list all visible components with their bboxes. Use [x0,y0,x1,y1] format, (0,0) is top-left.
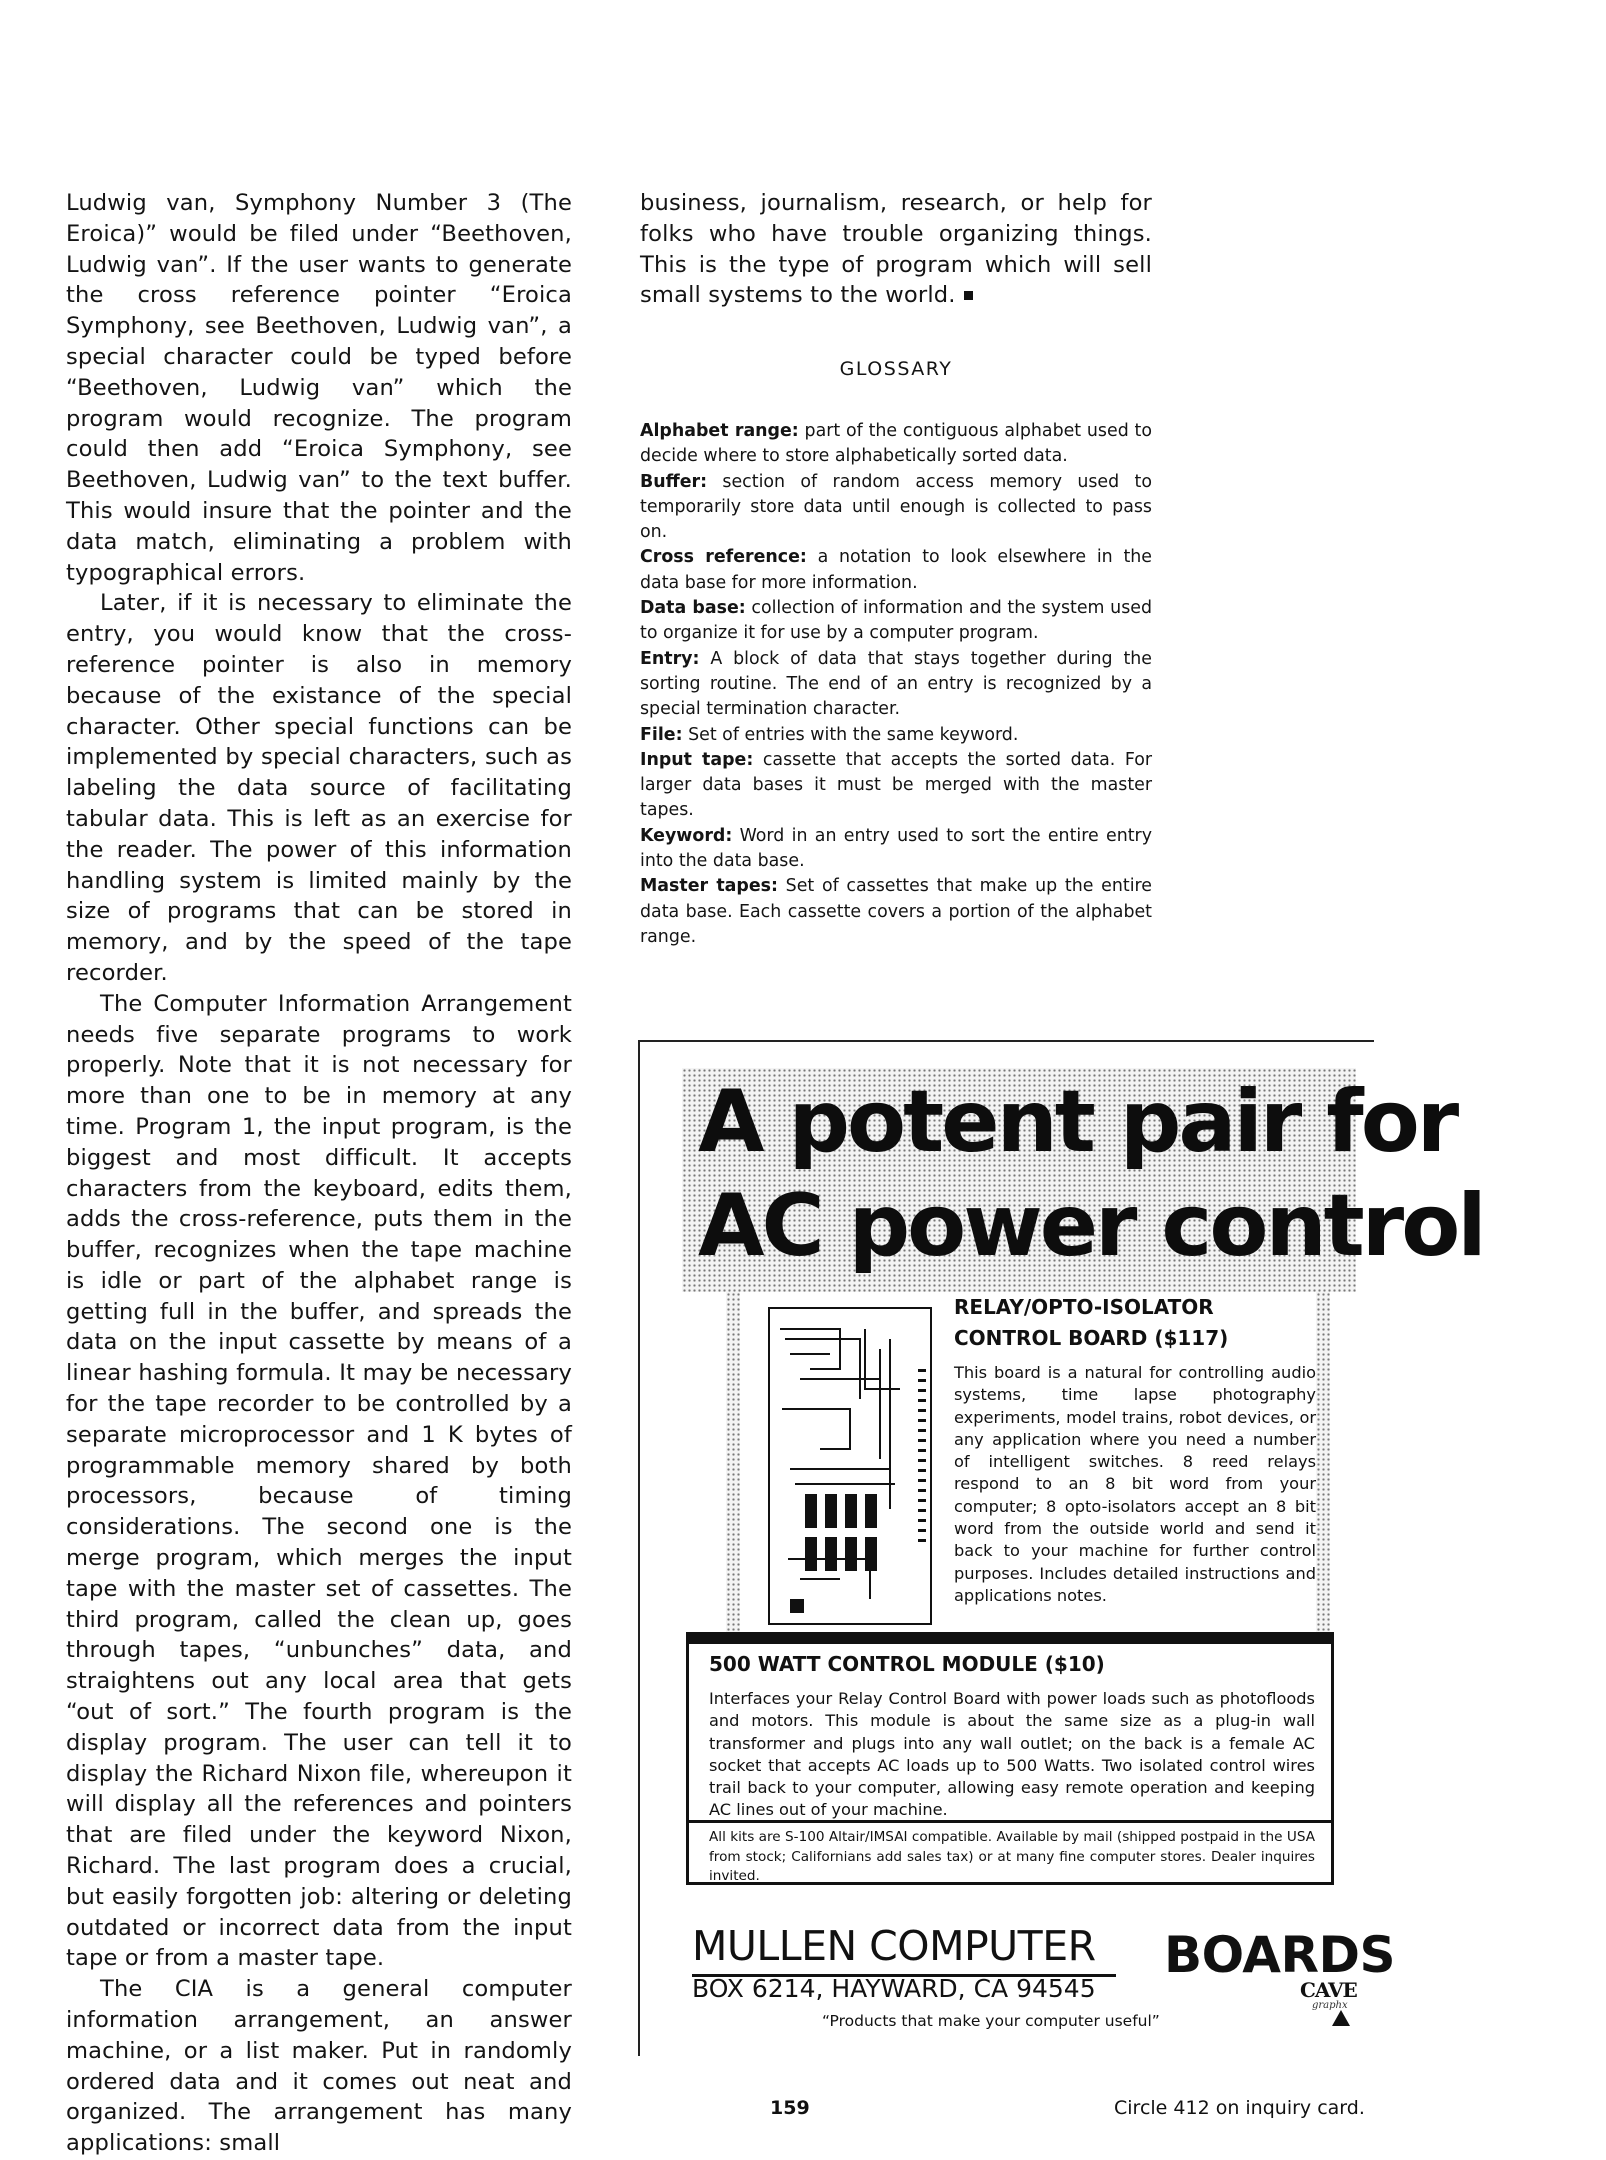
logo-subtext: graphx [1312,2000,1348,2011]
module-description: Interfaces your Relay Control Board with power loads such as photofloods and motors. This module is about the same size as a plug-in wall transformer and plugs into any wall outlet; on the back is a female AC socket that accepts AC loads up to 500 Watts. Two isolated control wires trail back to your computer, allowing easy remote operation and keeping AC lines out of your machine. [709,1689,1315,1820]
paragraph-3: The Computer Information Arrangement needs five separate programs to work properly. Note that it is not necessary for more than one to be in memory at any time. Program 1, the input program, is the biggest and most difficult. It accepts characters from the keyboard, edits them, adds the cross-reference, puts them in the buffer, recognizes when the tape machine is idle or part of the alphabet range is getting full in the buffer, and spreads the data on the input cassette by means of a linear hashing formula. It may be necessary for the tape recorder to be controlled by a separate microprocessor and 1 K bytes of programmable memory shared by both processors, because of timing considerations. The second one is the merge program, which merges the input tape with the master set of cassettes. The third program, called the clean up, goes through tapes, “unbunches” data, and straightens out any local area that gets “out of sort.” The fourth program is the display program. The user can tell it to display the Richard Nixon file, whereupon it will display all the references and pointers that are filed under the keyword Nixon, Richard. The last program does a crucial, but easily forgotten job: altering or deleting outdated or incorrect data from the input tape or from a master tape. [66,990,572,1972]
glossary-term: Buffer: [640,471,708,492]
circuit-board-drawing [770,1309,930,1623]
glossary-entry [640,824,1152,875]
glossary-definition: a notation to look elsewhere in the data base for more information. [640,547,1152,593]
circuit-board-image [768,1307,932,1625]
inquiry-card-note: Circle 412 on inquiry card. [1114,2097,1365,2119]
glossary-term: File: [640,724,683,745]
page-number: 159 [770,2097,810,2119]
glossary-term: Cross reference: [640,547,807,568]
glossary-term: Keyword: [640,825,733,846]
glossary-definition: cassette that accepts the sorted data. For larger data bases it must be merged with the master tapes. [640,749,1152,821]
paragraph-2: Later, if it is necessary to eliminate the entry, you would know that the cross-reference pointer is also in memory because of the existance of the special character. Other special functions can be implemented by special characters, such as labeling the data source of facilitating tabular data. This is left as an exercise for the reader. The power of this information handling system is limited mainly by the size of programs that can be stored in memory, and by the speed of the tape recorder. [66,590,572,986]
paragraph-4: The CIA is a general computer information arrangement, an answer machine, or a list maker. Put in randomly ordered data and it comes out neat and organized. The arrangement has many applications: small [66,1976,572,2157]
kits-note: All kits are S-100 Altair/IMSAI compatible. Available by mail (shipped postpaid in the USA from stock; Californians add sales tax) or at many fine computer stores. Dealer inquires invited. [709,1829,1315,1884]
glossary-definition: Set of entries with the same keyword. [682,724,1019,745]
glossary-term: Alphabet range: [640,421,799,441]
glossary-term: Master tapes: [640,876,778,897]
glossary-entry [640,723,1152,748]
board-panel [740,1292,1316,1632]
glossary-definition: Word in an entry used to sort the entire entry into the data base. [640,825,1152,872]
logo-triangle-icon [1332,2010,1350,2026]
glossary-entry [640,748,1152,824]
glossary-term: Entry: [640,648,700,669]
end-of-article-mark [964,291,973,300]
glossary-term: Input tape: [640,749,754,770]
board-description: This board is a natural for controlling audio systems, time lapse photography experiments, model trains, robot devices, or any application where you need a number of intelligent switches. 8 reed relays respond to an 8 bit word from your computer; 8 opto-isolators accept an 8 bit word from the outside world and send it back to your machine for further control purposes. Includes detailed instructions and applications notes. [954,1363,1316,1605]
glossary-entry [640,647,1152,723]
company-name-part-2: BOARDS [1164,1926,1395,1984]
glossary-entry [640,470,1152,546]
company-address: BOX 6214, HAYWARD, CA 94545 [692,1974,1096,2003]
headline-line-1: A potent pair for [698,1072,1457,1172]
glossary-definition: collection of information and the system used to organize it for use by a computer program. [640,598,1153,644]
company-name-part-1: MULLEN COMPUTER [692,1922,1096,1970]
module-separator [689,1820,1331,1823]
headline-line-2: AC power control [698,1176,1484,1276]
paragraph-1: Ludwig van, Symphony Number 3 (The Eroica)” would be filed under “Beethoven, Ludwig van”. If the user wants to generate the cross reference pointer “Eroica Symphony, see Beethoven, Ludwig van”, a special character could be typed before “Beethoven, Ludwig van” which the program would recognize. The program could then add “Eroica Symphony, see Beethoven, Ludwig van” to the text buffer. This would insure that the pointer and the data match, eliminating a problem with typographical errors. [66,190,572,586]
ad-headline [682,1068,1484,1292]
ad-board-section [726,1292,1330,1632]
left-column [66,188,572,2159]
ad-left-rule [638,1040,640,2056]
glossary-entry [640,419,1152,470]
right-column [640,188,1152,311]
glossary-definition: section of random access memory used to temporarily store data until enough is collected to pass on. [640,471,1152,543]
ad-top-rule [638,1040,1374,1042]
glossary [640,419,1152,950]
module-box [686,1632,1334,1885]
glossary-title: GLOSSARY [839,358,953,380]
glossary-entry [640,874,1152,950]
glossary-entry [640,596,1152,647]
module-title: 500 WATT CONTROL MODULE ($10) [709,1652,1105,1676]
closing-text: business, journalism, research, or help for folks who have trouble organizing things. This is the type of program which will sell small systems to the world. [640,190,1152,309]
glossary-entry [640,545,1152,596]
cave-graphx-logo [1290,1976,1360,2030]
board-title [954,1292,1314,1354]
company-slogan: “Products that make your computer useful” [822,2012,1160,2030]
company-name [692,1910,1395,1984]
glossary-definition: part of the contiguous alphabet used to decide where to store alphabetically sorted data. [640,421,1152,467]
board-title-line-1: RELAY/OPTO-ISOLATOR [954,1295,1214,1319]
logo-text: CAVE [1300,1978,1357,2002]
glossary-definition: Set of cassettes that make up the entire data base. Each cassette covers a portion of the alphabet range. [640,876,1153,947]
closing-paragraph [640,188,1152,311]
glossary-definition: A block of data that stays together during the sorting routine. The end of an entry is recognized by a special termination character. [640,648,1152,720]
glossary-term: Data base: [640,598,746,619]
board-title-line-2: CONTROL BOARD ($117) [954,1326,1229,1350]
